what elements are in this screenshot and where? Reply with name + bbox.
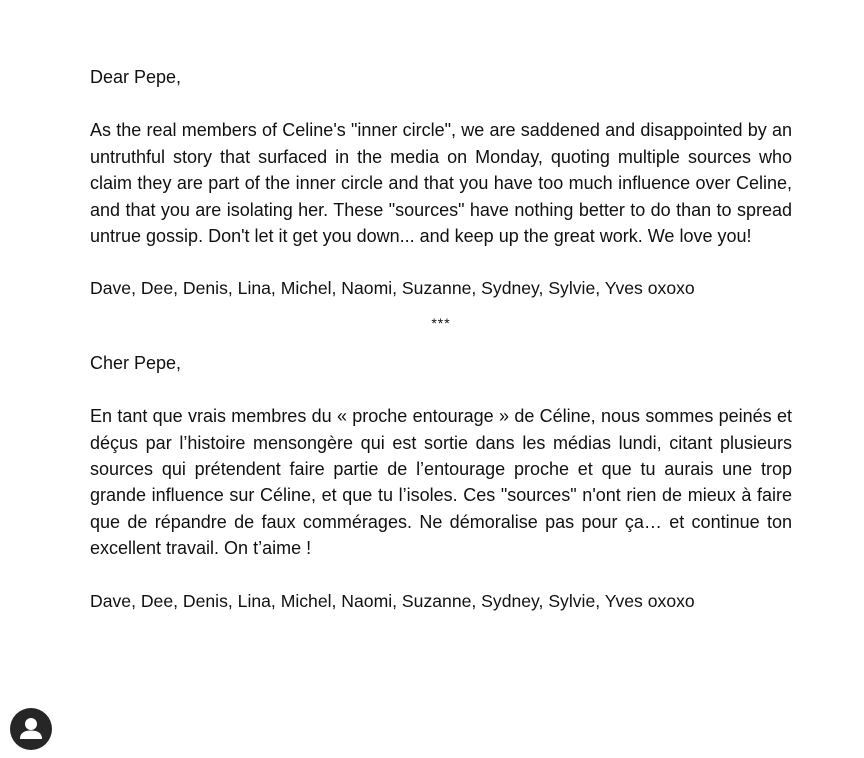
spacer	[90, 249, 792, 275]
english-body: As the real members of Celine's "inner circle", we are saddened and disappointed by an untruthful story that surfaced in the media on Monday, quoting multiple sources who claim they are part of the inner circle and that you have too much influence over Celine, and that you are isolating her. These "sources" have nothing better to do than to spread untrue gossip. Don't let it get you down... and keep up the great work. We love you!	[90, 120, 792, 247]
user-avatar-button[interactable]	[10, 708, 52, 750]
section-separator: ***	[431, 314, 451, 331]
english-signatures: Dave, Dee, Denis, Lina, Michel, Naomi, Suzanne, Sydney, Sylvie, Yves oxoxo	[90, 278, 695, 299]
letter	[90, 64, 792, 614]
user-avatar-icon	[10, 708, 52, 750]
spacer	[90, 562, 792, 588]
spacer	[90, 376, 792, 403]
french-signatures: Dave, Dee, Denis, Lina, Michel, Naomi, Suzanne, Sydney, Sylvie, Yves oxoxo	[90, 590, 695, 611]
french-salutation: Cher Pepe,	[90, 352, 182, 373]
spacer	[90, 90, 792, 117]
french-body: En tant que vrais membres du « proche entourage » de Céline, nous sommes peinés et déçus par l’histoire mensongère qui est sortie dans les médias lundi, citant plusieurs sources qui prétendent faire partie de l’entourage proche et que tu aurais une trop grande influence sur Céline, et que tu l’isoles. Ces "sources" n'ont rien de mieux à faire que de répandre de faux commérages. Ne démoralise pas pour ça… et continue ton excellent travail. On t’aime !	[90, 406, 792, 559]
english-salutation: Dear Pepe,	[90, 67, 182, 87]
